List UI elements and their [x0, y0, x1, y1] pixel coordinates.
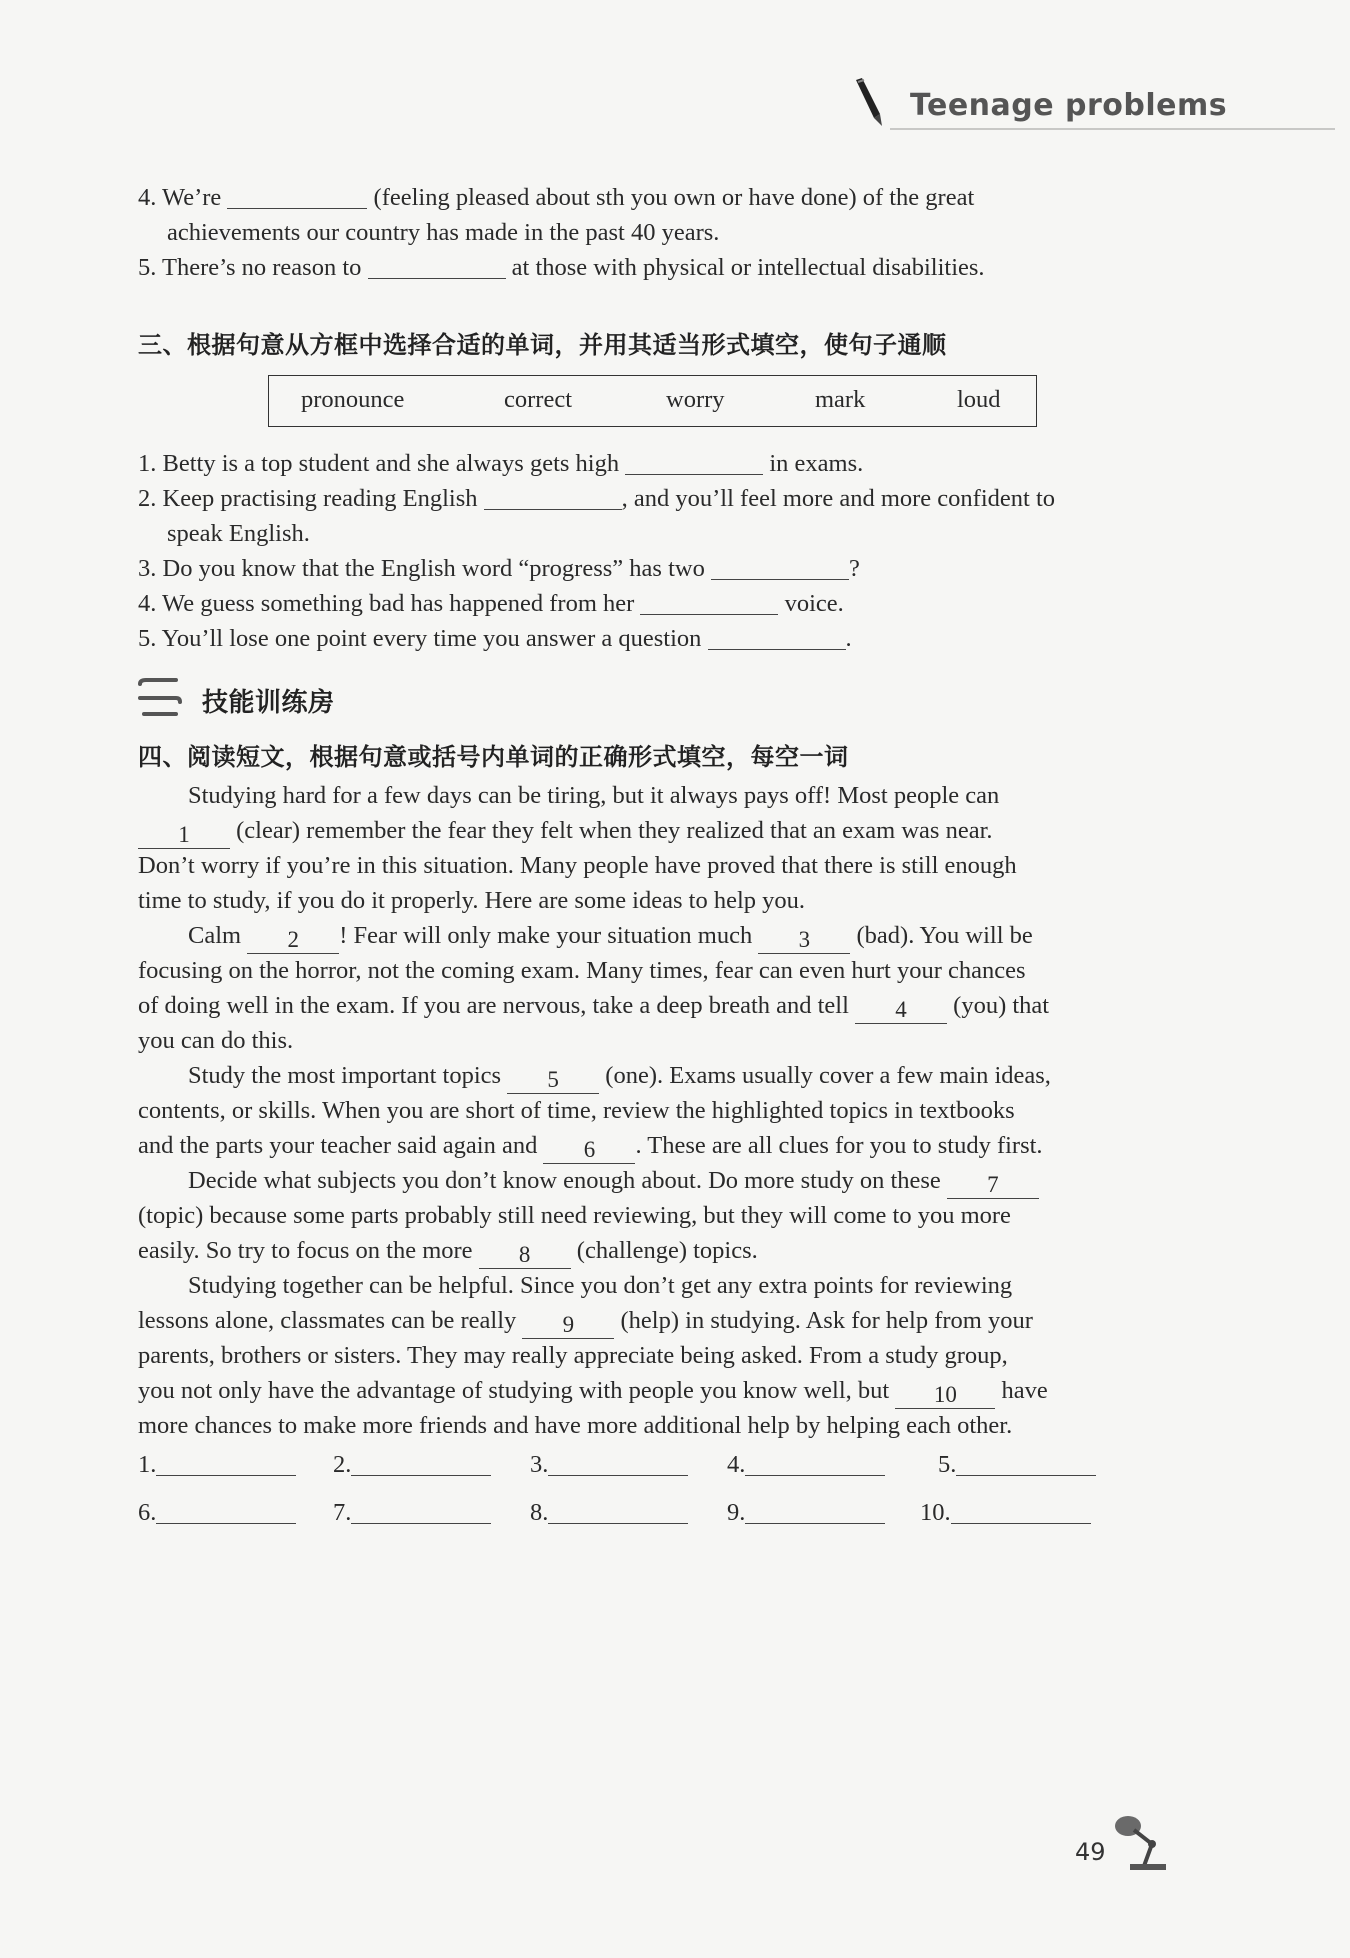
- p3-line1: Study the most important topics 5 (one). Exams usually cover a few main ideas,: [188, 1062, 1051, 1092]
- answer-7-blank[interactable]: [351, 1497, 491, 1524]
- answer-8-blank[interactable]: [548, 1497, 688, 1524]
- blank-9[interactable]: 9: [522, 1312, 614, 1339]
- s3-q5-blank[interactable]: [708, 623, 846, 650]
- blank-5[interactable]: 5: [507, 1067, 599, 1094]
- answer-2-blank[interactable]: [351, 1449, 491, 1476]
- blank-3[interactable]: 3: [758, 927, 850, 954]
- page-number: 49: [1075, 1838, 1106, 1866]
- answer-5-blank[interactable]: [956, 1449, 1096, 1476]
- s2-q4-blank[interactable]: [227, 182, 367, 209]
- s2-q4-line1: 4. We’re (feeling pleased about sth you own or have done) of the great: [138, 184, 975, 211]
- s2-q5-line: 5. There’s no reason to at those with physical or intellectual disabilities.: [138, 254, 985, 281]
- p5-line5: more chances to make more friends and have more additional help by helping each other.: [138, 1412, 1013, 1439]
- answer-10-blank[interactable]: [951, 1497, 1091, 1524]
- p5-line4: you not only have the advantage of studying with people you know well, but 10 have: [138, 1377, 1048, 1407]
- blank-8[interactable]: 8: [479, 1242, 571, 1269]
- p5-line2: lessons alone, classmates can be really 9 (help) in studying. Ask for help from your: [138, 1307, 1033, 1337]
- s2-q4-line2: achievements our country has made in the past 40 years.: [167, 219, 720, 246]
- page-header: [850, 82, 1335, 130]
- s3-q4-blank[interactable]: [640, 588, 778, 615]
- answer-4-blank[interactable]: [745, 1449, 885, 1476]
- p3-line3: and the parts your teacher said again and 6 . These are all clues for you to study first.: [138, 1132, 1043, 1162]
- p2-line2: focusing on the horror, not the coming exam. Many times, fear can even hurt your chances: [138, 957, 1026, 984]
- p3-line2: contents, or skills. When you are short of time, review the highlighted topics in textbooks: [138, 1097, 1015, 1124]
- answer-4: 4.: [727, 1447, 885, 1482]
- word-loud: loud: [957, 386, 1001, 413]
- skills-section-icon: [136, 678, 184, 720]
- pen-icon: [850, 76, 894, 136]
- answer-8: 8.: [530, 1495, 688, 1530]
- word-mark: mark: [815, 386, 866, 413]
- answer-6-blank[interactable]: [156, 1497, 296, 1524]
- p1-line1: Studying hard for a few days can be tiring, but it always pays off! Most people can: [188, 782, 1000, 809]
- answer-3-blank[interactable]: [548, 1449, 688, 1476]
- answer-7: 7.: [333, 1495, 491, 1530]
- answer-10: 10.: [920, 1495, 1091, 1530]
- s3-q4: 4. We guess something bad has happened from her voice.: [138, 590, 844, 617]
- word-pronounce: pronounce: [301, 386, 405, 413]
- p1-line3: Don’t worry if you’re in this situation. Many people have proved that there is still enough: [138, 852, 1017, 879]
- answer-5: 5.: [938, 1447, 1096, 1482]
- blank-7[interactable]: 7: [947, 1172, 1039, 1199]
- answer-2: 2.: [333, 1447, 491, 1482]
- p4-line1: Decide what subjects you don’t know enough about. Do more study on these 7: [188, 1163, 1039, 1199]
- answer-9-blank[interactable]: [745, 1497, 885, 1524]
- desk-lamp-icon: [1110, 1808, 1172, 1872]
- answer-9: 9.: [727, 1495, 885, 1530]
- s3-q2-line2: speak English.: [167, 520, 310, 547]
- s2-q5-blank[interactable]: [368, 252, 506, 279]
- skills-section-title: 技能训练房: [202, 688, 335, 718]
- blank-1[interactable]: 1: [138, 822, 230, 849]
- answer-1-blank[interactable]: [156, 1449, 296, 1476]
- p5-line3: parents, brothers or sisters. They may really appreciate being asked. From a study group,: [138, 1342, 1008, 1369]
- p2-line4: you can do this.: [138, 1027, 294, 1054]
- p2-line1: Calm 2 ! Fear will only make your situation much 3 (bad). You will be: [188, 922, 1033, 952]
- p4-line3: easily. So try to focus on the more 8 (challenge) topics.: [138, 1237, 758, 1267]
- s3-q3: 3. Do you know that the English word “progress” has two ?: [138, 555, 860, 582]
- blank-10[interactable]: 10: [895, 1382, 995, 1409]
- s3-q1: 1. Betty is a top student and she always gets high in exams.: [138, 450, 864, 477]
- answer-3: 3.: [530, 1447, 688, 1482]
- word-correct: correct: [504, 386, 572, 413]
- p1-line2: 1 (clear) remember the fear they felt when they realized that an exam was near.: [138, 813, 993, 849]
- word-worry: worry: [666, 386, 725, 413]
- header-rule: [890, 128, 1335, 130]
- blank-4[interactable]: 4: [855, 997, 947, 1024]
- word-box: [268, 375, 1037, 427]
- header-title: Teenage problems: [910, 88, 1228, 123]
- p4-line2: (topic) because some parts probably still need reviewing, but they will come to you more: [138, 1202, 1011, 1229]
- s3-q5: 5. You’ll lose one point every time you answer a question .: [138, 625, 852, 652]
- p2-line3: of doing well in the exam. If you are nervous, take a deep breath and tell 4 (you) that: [138, 992, 1050, 1022]
- s3-q1-blank[interactable]: [625, 448, 763, 475]
- s3-q3-blank[interactable]: [711, 553, 849, 580]
- p1-line4: time to study, if you do it properly. Here are some ideas to help you.: [138, 887, 806, 914]
- answer-6: 6.: [138, 1495, 296, 1530]
- answer-1: 1.: [138, 1447, 296, 1482]
- s3-q2-blank[interactable]: [484, 483, 622, 510]
- s3-q2: 2. Keep practising reading English , and you’ll feel more and more confident to: [138, 485, 1056, 512]
- blank-2[interactable]: 2: [247, 927, 339, 954]
- blank-6[interactable]: 6: [543, 1137, 635, 1164]
- section3-heading: 三、根据句意从方框中选择合适的单词，并用其适当形式填空，使句子通顺: [138, 331, 947, 359]
- section4-heading: 四、阅读短文，根据句意或括号内单词的正确形式填空，每空一词: [138, 743, 849, 771]
- p5-line1: Studying together can be helpful. Since you don’t get any extra points for reviewing: [188, 1272, 1013, 1299]
